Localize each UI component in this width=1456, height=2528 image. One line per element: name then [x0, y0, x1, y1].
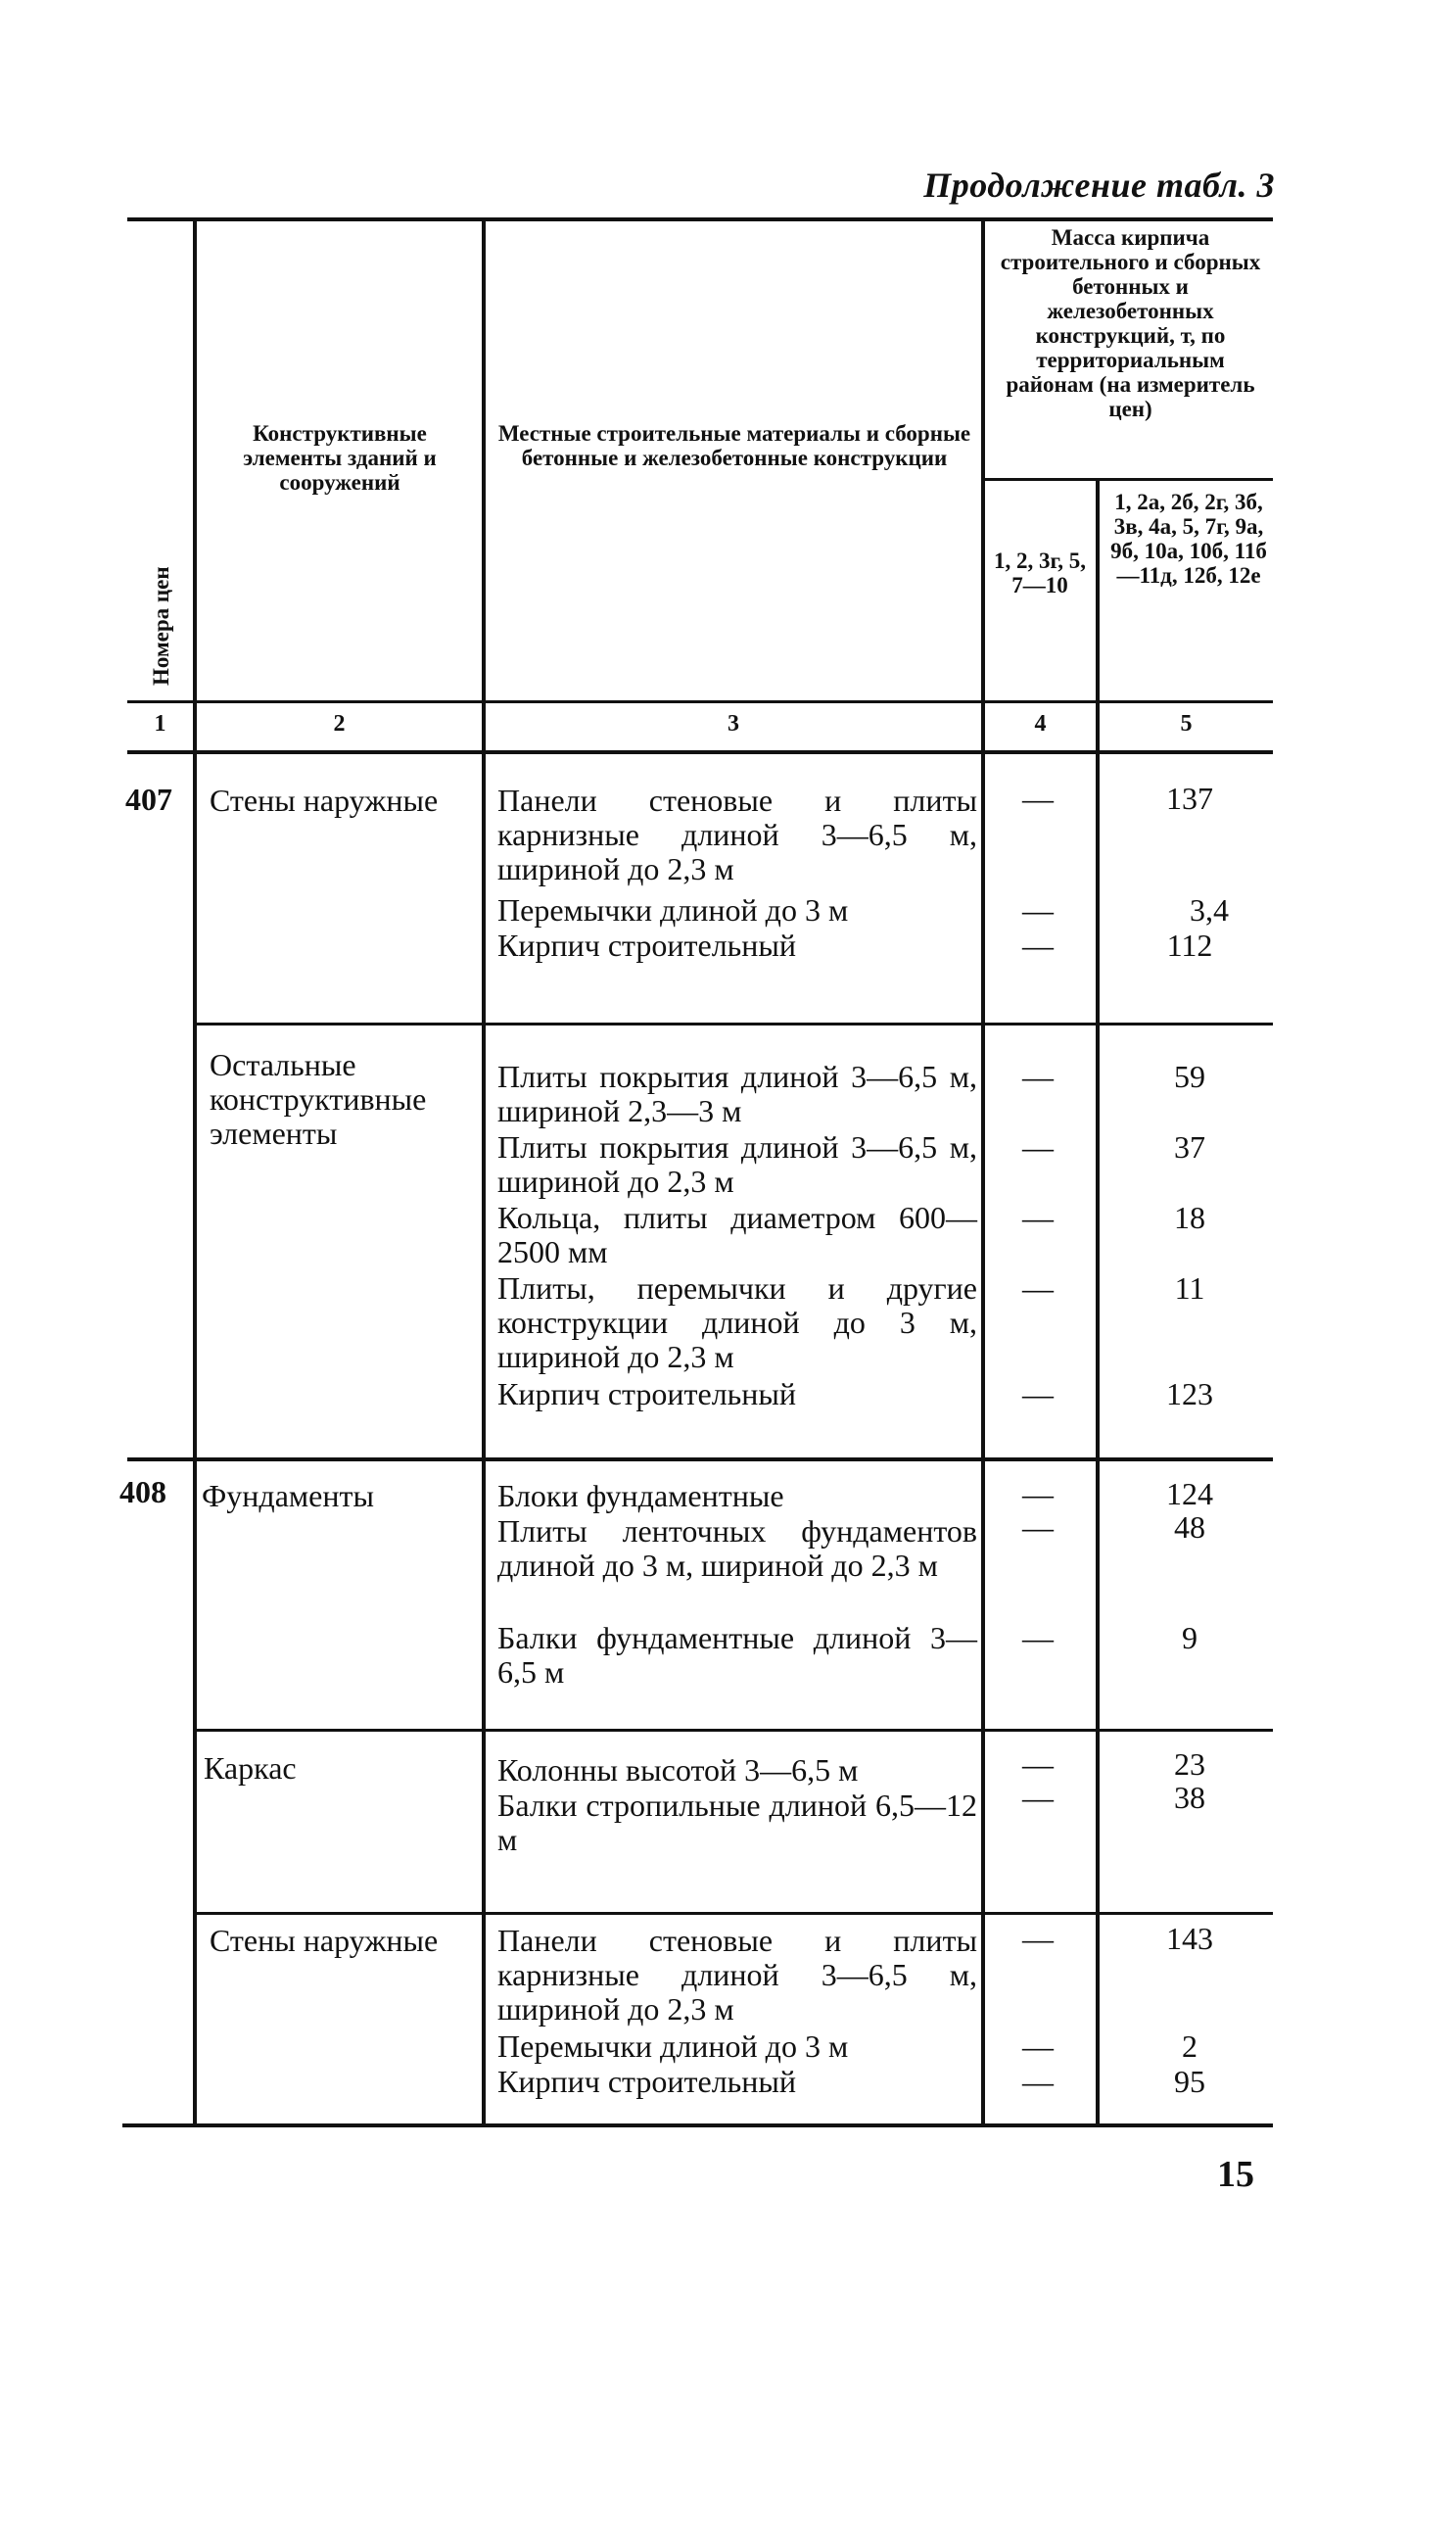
mass-region-1: — [1022, 1476, 1054, 1511]
mass-region-2: 143 [1166, 1921, 1213, 1956]
table-top-rule [127, 217, 1273, 221]
header-mass-group: Масса кирпича строительного и сборных бетонных и железобетонных конструкций, т, по территориальным районам (на измеритель цен) [1000, 225, 1261, 421]
header-region-group-1: 1, 2, 3г, 5, 7—10 [993, 549, 1087, 597]
material: Плиты, перемычки и другие конструкции длиной до 3 м, шириной до 2,3 м [497, 1270, 977, 1374]
page-number: 15 [1217, 2154, 1254, 2195]
group-separator [194, 1912, 1273, 1915]
column-number-rule [127, 750, 1273, 754]
mass-region-1: — [1022, 1509, 1054, 1545]
column-divider [193, 221, 197, 2125]
material: Перемычки длиной до 3 м [497, 892, 849, 928]
mass-region-2: 123 [1166, 1376, 1213, 1411]
mass-region-1: — [1022, 892, 1054, 928]
mass-region-1: — [1022, 1780, 1054, 1815]
mass-region-2: 112 [1166, 928, 1213, 963]
material: Панели стеновые и плиты карнизные длиной 3—6,5 м, шириной до 2,3 м [497, 783, 977, 886]
material: Панели стеновые и плиты карнизные длиной 3—6,5 м, шириной до 2,3 м [497, 1923, 977, 2027]
mass-region-2: 9 [1182, 1620, 1198, 1655]
mass-region-2: 11 [1174, 1270, 1205, 1306]
structural-element: Каркас [204, 1750, 297, 1786]
mass-region-1: — [1022, 1059, 1054, 1094]
price-number: 408 [119, 1474, 166, 1509]
mass-region-2: 23 [1174, 1746, 1205, 1782]
mass-region-2: 3,4 [1190, 892, 1229, 928]
mass-region-1: — [1022, 2028, 1054, 2064]
mass-region-2: 2 [1182, 2028, 1198, 2064]
material: Перемычки длиной до 3 м [497, 2028, 849, 2064]
header-structural-elements: Конструктивные элементы зданий и сооружений [243, 421, 437, 495]
mass-region-2: 137 [1166, 781, 1213, 816]
mass-region-2: 124 [1166, 1476, 1213, 1511]
column-number: 1 [154, 711, 166, 737]
header-materials: Местные строительные материалы и сборные бетонные и железобетонные конструкции [497, 421, 971, 470]
material: Кирпич строительный [497, 2064, 797, 2099]
column-divider [981, 221, 985, 2125]
header-price-numbers: Номера цен [149, 566, 173, 686]
material: Плиты покрытия длиной 3—6,5 м, шириной до 2,3 м [497, 1129, 977, 1199]
mass-region-2: 18 [1174, 1200, 1205, 1235]
mass-region-2: 59 [1174, 1059, 1205, 1094]
material: Плиты ленточных фундаментов длиной до 3 м, шириной до 2,3 м [497, 1513, 977, 1583]
column-divider [482, 221, 486, 2125]
mass-region-1: — [1022, 1200, 1054, 1235]
mass-region-2: 95 [1174, 2064, 1205, 2099]
material: Плиты покрытия длиной 3—6,5 м, шириной 2,3—3 м [497, 1059, 977, 1128]
material: Блоки фундаментные [497, 1478, 784, 1513]
mass-region-1: — [1022, 928, 1054, 963]
structural-element: Фундаменты [202, 1478, 374, 1513]
group-separator [194, 1729, 1273, 1732]
row-separator-408 [127, 1457, 1273, 1461]
mass-region-1: — [1022, 1376, 1054, 1411]
material: Колонны высотой 3—6,5 м [497, 1752, 859, 1788]
column-number: 4 [1034, 711, 1047, 737]
subheader-rule [984, 478, 1273, 481]
mass-region-1: — [1022, 781, 1054, 816]
column-number: 5 [1180, 711, 1193, 737]
mass-region-1: — [1022, 1129, 1054, 1165]
header-region-group-2: 1, 2а, 2б, 2г, 3б, 3в, 4а, 5, 7г, 9а, 9б, 10а, 10б, 11б—11д, 12б, 12е [1110, 490, 1267, 588]
column-number: 2 [333, 711, 346, 737]
column-number: 3 [728, 711, 739, 737]
group-separator [194, 1023, 1273, 1026]
mass-region-1: — [1022, 1921, 1054, 1956]
mass-region-2: 48 [1174, 1509, 1205, 1545]
mass-region-1: — [1022, 1270, 1054, 1306]
material: Кирпич строительный [497, 928, 797, 963]
material: Балки фундаментные длиной 3—6,5 м [497, 1620, 977, 1690]
mass-region-1: — [1022, 1746, 1054, 1782]
mass-region-2: 38 [1174, 1780, 1205, 1815]
table-bottom-rule [122, 2123, 1273, 2127]
material: Балки стропильные длиной 6,5—12 м [497, 1788, 977, 1857]
price-number: 407 [125, 782, 172, 817]
header-bottom-rule [127, 700, 1273, 703]
material: Кольца, плиты диаметром 600—2500 мм [497, 1200, 977, 1269]
structural-element: Стены наружные [210, 1923, 439, 1958]
mass-region-1: — [1022, 1620, 1054, 1655]
mass-region-1: — [1022, 2064, 1054, 2099]
structural-element: Стены наружные [210, 783, 439, 818]
material: Кирпич строительный [497, 1376, 797, 1411]
table-caption: Продолжение табл. 3 [923, 166, 1275, 205]
structural-element: Остальные конструктивные элементы [210, 1047, 427, 1151]
mass-region-2: 37 [1174, 1129, 1205, 1165]
